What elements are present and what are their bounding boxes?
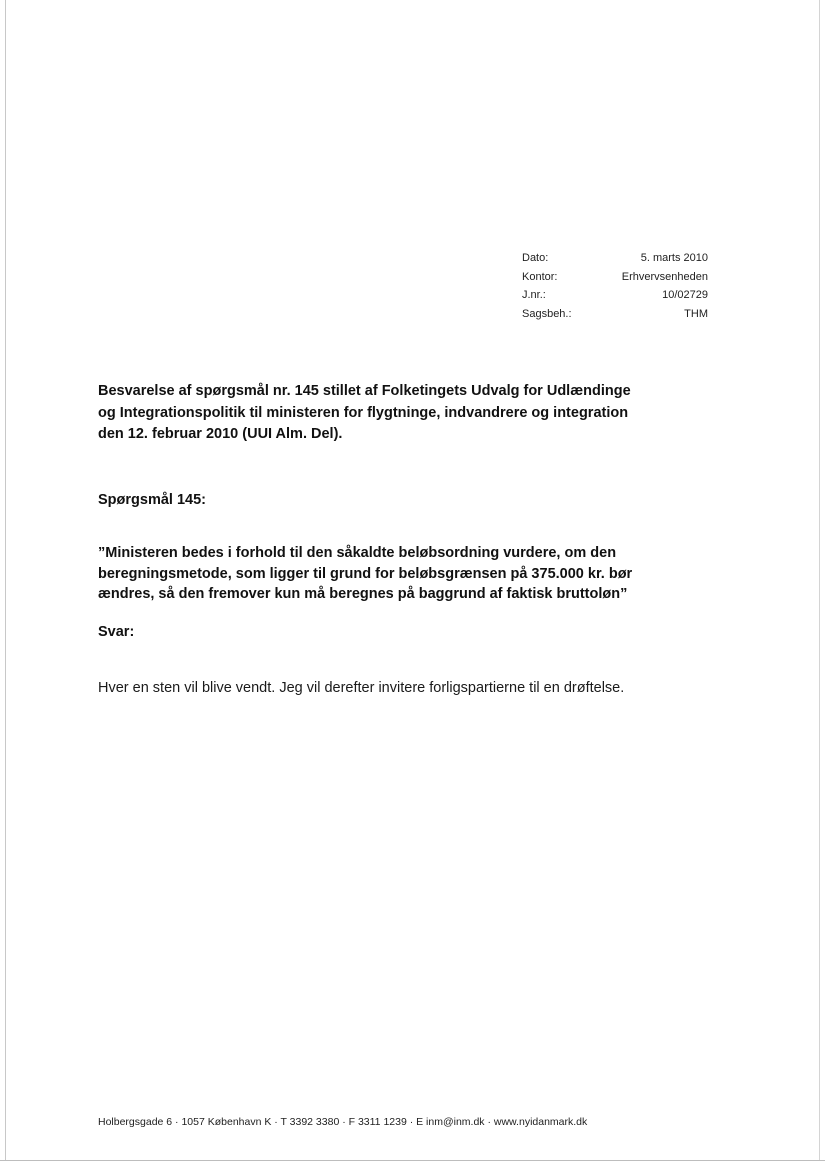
document-meta	[522, 249, 708, 323]
scan-edge-right	[819, 0, 820, 1160]
meta-row-date	[522, 249, 708, 268]
meta-label: Dato:	[522, 252, 549, 264]
meta-value: 10/02729	[662, 289, 708, 301]
meta-value: 5. marts 2010	[640, 252, 708, 264]
meta-label: J.nr.:	[522, 289, 546, 301]
footer-address: Holbergsgade 6 · 1057 København K · T 3392 3380 · F 3311 1239 · E inm@inm.dk · www.nyidanmark.dk	[98, 1116, 588, 1128]
meta-row-office	[522, 268, 708, 287]
question-title: Spørgsmål 145:	[98, 492, 206, 508]
meta-value: THM	[684, 307, 708, 320]
meta-row-journal	[522, 286, 708, 305]
scan-edge-bottom	[0, 1160, 825, 1161]
document-heading: Besvarelse af spørgsmål nr. 145 stillet af Folketingets Udvalg for Udlændinge og Integrationspolitik til ministeren for flygtninge, indvandrere og integration den 12. februar 2010 (UUI Alm. Del).	[98, 383, 631, 442]
meta-label: Sagsbeh.:	[522, 307, 572, 320]
meta-label: Kontor:	[522, 270, 558, 283]
question-text: ”Ministeren bedes i forhold til den såkaldte beløbsordning vurdere, om den beregningsmetode, som ligger til grund for beløbsgrænsen på 375.000 kr. bør ændres, så den fremover kun må beregnes på baggrund af faktisk bruttoløn”	[98, 545, 633, 602]
meta-value: Erhvervsenheden	[621, 270, 708, 283]
meta-row-caseworker	[522, 305, 708, 324]
answer-title: Svar:	[98, 624, 135, 640]
answer-text: Hver en sten vil blive vendt. Jeg vil derefter invitere forligspartierne til en drøftelse.	[98, 680, 625, 696]
scan-edge-left	[5, 0, 6, 1160]
